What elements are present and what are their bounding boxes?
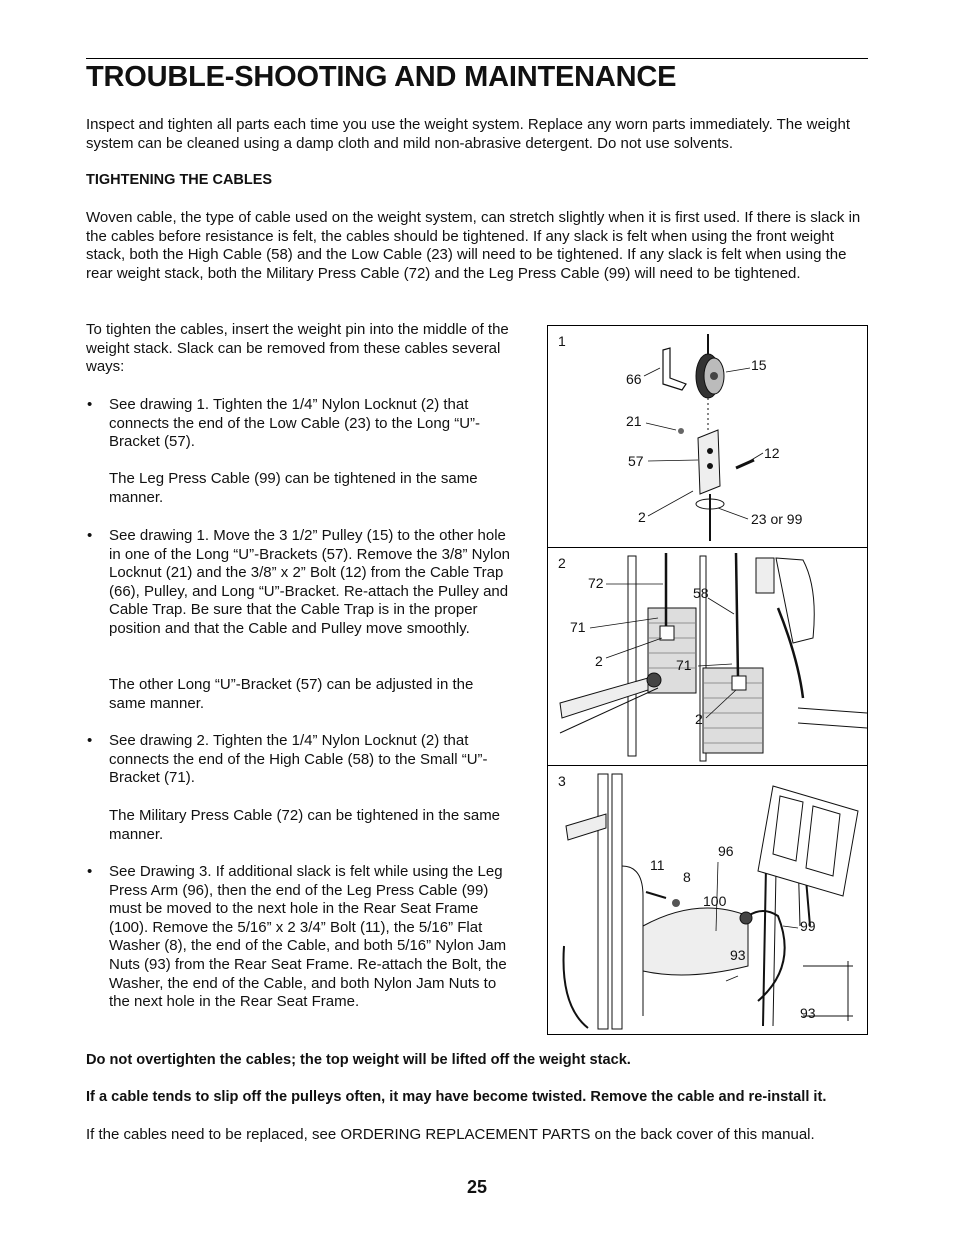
bracket-hole-shape [707,448,713,454]
high-cable-line [736,553,738,678]
leader-line [726,368,750,372]
leader-line [726,976,738,981]
upright-shape [612,774,622,1029]
pulley-hub-shape [710,372,718,380]
leader-line [698,664,732,666]
callout-23-or-99: 23 or 99 [751,511,803,527]
frame-arm-shape [566,814,606,840]
cable-line [778,608,803,698]
small-u-bracket-shape [732,676,746,690]
callout-12: 12 [764,445,780,461]
callout-93: 93 [730,947,746,963]
leader-line [646,423,676,430]
leader-line [718,508,748,519]
foot-pad-shape [758,786,858,896]
bolt-shape [736,460,754,468]
frame-bar-line [798,708,867,728]
pulley-shape [647,673,661,687]
replacement-note: If the cables need to be replaced, see ORDERING REPLACEMENT PARTS on the back cover of this manual. [86,1126,815,1143]
callout-15: 15 [751,357,767,373]
leader-line [648,460,698,461]
drawing-number: 3 [558,773,566,789]
bullet-text: See drawing 1. Tighten the 1/4” Nylon Locknut (2) that connects the end of the Low Cable (23) to the Long “U”-Bracket (57). [109,396,481,451]
drawing-number: 1 [558,333,566,349]
page-title: TROUBLE-SHOOTING AND MAINTENANCE [86,61,677,93]
u-bracket-shape [698,430,720,494]
bullet-dot: • [87,863,93,880]
rear-seat-shape [643,908,748,975]
callout-72: 72 [588,575,604,591]
bullet-note-3: The Military Press Cable (72) can be tightened in the same manner. [109,807,501,843]
upright-shape [628,556,636,756]
leader-line [748,453,763,462]
drawing-1 [548,326,867,548]
bullet-dot: • [87,396,93,413]
seat-frame-line [622,866,643,1016]
callout-58: 58 [693,585,709,601]
pulley-shape [740,912,752,924]
cable-line [564,946,589,1028]
seat-back-shape [776,558,814,643]
bullet-note-1: The Leg Press Cable (99) can be tightened in the same manner. [109,470,478,506]
top-rule [86,58,868,59]
callout-8: 8 [683,869,691,885]
locknut-shape [678,428,684,434]
callout-96: 96 [718,843,734,859]
callout-99: 99 [800,918,816,934]
drawing-2-illustration [548,548,867,766]
lower-frame-shape [560,678,648,718]
leader-line [644,368,660,376]
bullet-text: See drawing 2. Tighten the 1/4” Nylon Locknut (2) that connects the end of the High Cable (58) to the Small “U”-Bracket (71). [109,732,488,787]
washer-shape [672,899,680,907]
pad-shape [756,558,774,593]
callout-2: 2 [695,711,703,727]
small-u-bracket-shape [660,626,674,640]
figure-box [547,325,868,1035]
warning-overtighten: Do not overtighten the cables; the top weight will be lifted off the weight stack. [86,1052,631,1068]
intro-paragraph: Inspect and tighten all parts each time you use the weight system. Replace any worn parts immediately. The weight system can be cleaned using a damp cloth and mild non-abrasive detergent. Do not use solvents. [86,116,851,152]
callout-2: 2 [638,509,646,525]
section-intro: Woven cable, the type of cable used on the weight system, can stretch slightly when it is first used. If there is slack in the cables before resistance is felt, the cables should be tightened. If any slack is felt when using the front weight stack, both the High Cable (58) and the Low Cable (23) will need to be tightened. If any slack is felt when using the rear weight stack, both the Military Press Cable (72) and the Leg Press Cable (99) will need to be tightened. [86,209,861,282]
leader-line [783,926,798,928]
warning-twisted-cable: If a cable tends to slip off the pulleys often, it may have become twisted. Remove the cable and re-install it. [86,1089,827,1105]
bolt-shape [646,892,666,898]
bullet-dot: • [87,527,93,544]
callout-2: 2 [595,653,603,669]
upright-shape [598,774,608,1029]
callout-93: 93 [800,1005,816,1021]
callout-66: 66 [626,371,642,387]
leader-line [708,598,734,614]
bracket-hole-shape [707,463,713,469]
bullet-note-2: The other Long “U”-Bracket (57) can be adjusted in the same manner. [109,676,474,712]
drawing-2 [548,548,867,766]
leader-line [648,491,693,516]
drawing-1-illustration [548,326,867,548]
callout-11: 11 [650,857,665,873]
callout-71: 71 [570,619,586,635]
drawing-number: 2 [558,555,566,571]
drawing-3-illustration [548,766,867,1034]
page-number: 25 [466,1177,488,1197]
section-heading: TIGHTENING THE CABLES [86,172,273,188]
to-tighten-paragraph: To tighten the cables, insert the weight pin into the middle of the weight stack. Slack can be removed from these cables several ways: [86,321,509,376]
bullet-dot: • [87,732,93,749]
cable-trap-shape [663,348,686,390]
callout-57: 57 [628,453,644,469]
bullet-text: See drawing 1. Move the 3 1/2” Pulley (15) to the other hole in one of the Long “U”-Brackets (57). Remove the 3/8” Nylon Locknut (21) and the 3/8” x 2” Bolt (12) from the Cable Trap (66), Pulley, and Long “U”-Bracket. Re-attach the Pulley and Cable Trap. Be sure that the Cable Trap is in the proper position and that the Cable and Pulley move smoothly. [109,527,511,637]
callout-21: 21 [626,413,642,429]
callout-71: 71 [676,657,692,673]
callout-100: 100 [703,893,727,909]
drawing-3 [548,766,867,1034]
leg-press-cable-line [748,911,785,1001]
bullet-text: See Drawing 3. If additional slack is felt while using the Leg Press Arm (96), then the end of the Leg Press Cable (99) must be moved to the next hole in the Rear Seat Frame (100). Remove the 5/16” x 2 3/4” Bolt (11), the 5/16” Flat Washer (8), the end of the Cable, and both 5/16” Nylon Jam Nuts (93) from the Rear Seat Frame. Re-attach the Bolt, the Washer, the end of the Cable, and both Nylon Jam Nuts to the next hole in the Rear Seat Frame. [109,863,507,1011]
